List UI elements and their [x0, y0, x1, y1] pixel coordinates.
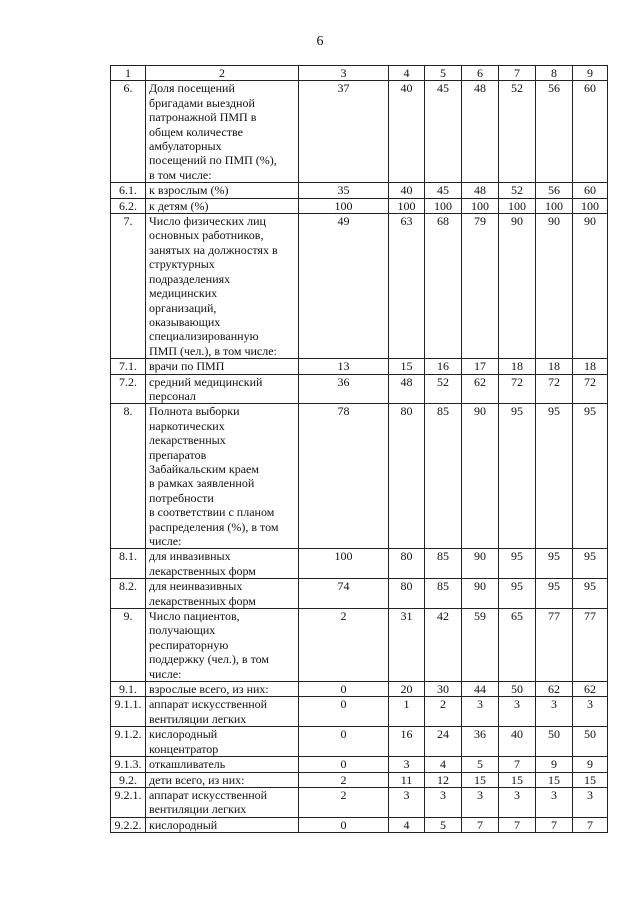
value-cell: 17 — [462, 359, 499, 374]
value-cell: 3 — [573, 697, 608, 727]
row-number-cell: 8. — [111, 404, 146, 549]
value-cell: 62 — [536, 682, 573, 697]
value-cell: 48 — [462, 81, 499, 183]
value-cell: 11 — [389, 772, 425, 787]
value-cell: 2 — [425, 697, 462, 727]
value-cell: 9 — [573, 757, 608, 772]
row-number-cell: 7.1. — [111, 359, 146, 374]
column-header: 6 — [462, 66, 499, 81]
value-cell: 7 — [536, 817, 573, 832]
value-cell: 7 — [499, 817, 536, 832]
row-number-cell: 6.1. — [111, 183, 146, 198]
value-cell: 95 — [499, 579, 536, 609]
table-row — [111, 81, 608, 183]
value-cell: 80 — [389, 404, 425, 549]
value-cell: 80 — [389, 549, 425, 579]
value-cell: 59 — [462, 609, 499, 682]
value-cell: 90 — [462, 579, 499, 609]
row-number-cell: 9.1.3. — [111, 757, 146, 772]
indicator-name-line: числе: — [149, 534, 182, 548]
indicator-name-line: средний медицинский — [149, 374, 263, 389]
value-cell: 0 — [299, 817, 389, 832]
value-cell: 15 — [389, 359, 425, 374]
value-cell: 85 — [425, 579, 462, 609]
value-cell: 90 — [499, 214, 536, 359]
value-cell: 52 — [499, 81, 536, 183]
indicator-name-line: концентратор — [149, 741, 219, 756]
indicator-name-line: для неинвазивных — [149, 579, 243, 594]
value-cell: 63 — [389, 214, 425, 359]
value-cell: 79 — [462, 214, 499, 359]
indicator-name-line: наркотических — [149, 418, 225, 433]
indicator-name-cell — [146, 609, 299, 682]
indicator-name-line: структурных — [149, 257, 215, 272]
value-cell: 30 — [425, 682, 462, 697]
value-cell: 56 — [536, 81, 573, 183]
indicator-name-cell — [146, 757, 299, 772]
value-cell: 85 — [425, 549, 462, 579]
value-cell: 48 — [389, 374, 425, 404]
table-row — [111, 549, 608, 579]
value-cell: 100 — [536, 198, 573, 213]
value-cell: 36 — [462, 727, 499, 757]
value-cell: 42 — [425, 609, 462, 682]
value-cell: 9 — [536, 757, 573, 772]
value-cell: 24 — [425, 727, 462, 757]
value-cell: 62 — [573, 682, 608, 697]
value-cell: 95 — [499, 549, 536, 579]
indicator-name-line: препаратов — [149, 447, 207, 462]
row-number-cell: 6.2. — [111, 198, 146, 213]
value-cell: 15 — [536, 772, 573, 787]
row-number-cell: 9.1. — [111, 682, 146, 697]
value-cell: 45 — [425, 81, 462, 183]
indicator-name-cell — [146, 214, 299, 359]
indicator-name-line: аппарат искусственной — [149, 697, 268, 712]
value-cell: 95 — [499, 404, 536, 549]
page-number: 6 — [316, 34, 324, 49]
value-cell: 7 — [573, 817, 608, 832]
value-cell: 40 — [389, 81, 425, 183]
row-number-cell: 9.2.1. — [111, 787, 146, 817]
table-row — [111, 697, 608, 727]
value-cell: 5 — [462, 757, 499, 772]
indicator-name-line: респираторную — [149, 637, 229, 652]
indicator-name-line: к взрослым (%) — [149, 183, 229, 198]
indicator-name-line: взрослые всего, из них: — [149, 682, 269, 697]
indicator-name-line: в том числе: — [149, 167, 212, 182]
value-cell: 37 — [299, 81, 389, 183]
indicator-name-cell — [146, 697, 299, 727]
indicator-name-line: оказывающих — [149, 314, 221, 329]
table-row — [111, 183, 608, 198]
table-row — [111, 609, 608, 682]
table-row — [111, 214, 608, 359]
indicator-name-cell — [146, 787, 299, 817]
value-cell: 77 — [536, 609, 573, 682]
value-cell: 3 — [389, 787, 425, 817]
value-cell: 7 — [462, 817, 499, 832]
value-cell: 52 — [425, 374, 462, 404]
value-cell: 95 — [573, 404, 608, 549]
indicator-name-cell — [146, 579, 299, 609]
indicator-name-line: кислородный — [149, 817, 218, 832]
value-cell: 16 — [425, 359, 462, 374]
row-number-cell: 9. — [111, 609, 146, 682]
value-cell: 40 — [389, 183, 425, 198]
column-header: 4 — [389, 66, 425, 81]
value-cell: 12 — [425, 772, 462, 787]
value-cell: 31 — [389, 609, 425, 682]
row-number-cell: 7. — [111, 214, 146, 359]
table-row — [111, 757, 608, 772]
value-cell: 60 — [573, 81, 608, 183]
value-cell: 4 — [389, 817, 425, 832]
value-cell: 90 — [462, 404, 499, 549]
value-cell: 49 — [299, 214, 389, 359]
indicator-name-line: патронажной ПМП в — [149, 110, 257, 125]
value-cell: 48 — [462, 183, 499, 198]
indicator-name-line: лекарственных форм — [149, 563, 256, 578]
value-cell: 50 — [536, 727, 573, 757]
value-cell: 72 — [499, 374, 536, 404]
value-cell: 65 — [499, 609, 536, 682]
indicator-name-line: для инвазивных — [149, 549, 231, 564]
indicator-name-cell — [146, 772, 299, 787]
value-cell: 100 — [462, 198, 499, 213]
indicator-name-line: потребности — [149, 490, 214, 505]
value-cell: 56 — [536, 183, 573, 198]
indicator-name-line: получающих — [149, 623, 216, 638]
value-cell: 0 — [299, 682, 389, 697]
value-cell: 15 — [499, 772, 536, 787]
value-cell: 35 — [299, 183, 389, 198]
value-cell: 3 — [499, 697, 536, 727]
row-number-cell: 9.1.2. — [111, 727, 146, 757]
value-cell: 20 — [389, 682, 425, 697]
value-cell: 15 — [462, 772, 499, 787]
value-cell: 52 — [499, 183, 536, 198]
value-cell: 2 — [299, 609, 389, 682]
value-cell: 15 — [573, 772, 608, 787]
value-cell: 4 — [425, 757, 462, 772]
indicator-name-cell — [146, 404, 299, 549]
value-cell: 44 — [462, 682, 499, 697]
value-cell: 95 — [573, 579, 608, 609]
table-row — [111, 727, 608, 757]
indicator-name-line: посещений по ПМП (%), — [149, 153, 277, 168]
indicator-name-line: Число пациентов, — [149, 609, 240, 624]
value-cell: 90 — [536, 214, 573, 359]
value-cell: 100 — [425, 198, 462, 213]
table-row — [111, 682, 608, 697]
column-header: 8 — [536, 66, 573, 81]
indicator-name-cell — [146, 374, 299, 404]
value-cell: 18 — [536, 359, 573, 374]
value-cell: 95 — [536, 404, 573, 549]
indicator-name-line: медицинских — [149, 286, 218, 301]
value-cell: 90 — [462, 549, 499, 579]
value-cell: 100 — [499, 198, 536, 213]
indicator-name-line: специализированную — [149, 329, 259, 344]
row-number-cell: 8.1. — [111, 549, 146, 579]
value-cell: 77 — [573, 609, 608, 682]
indicator-name-line: вентиляции легких — [149, 802, 247, 817]
value-cell: 3 — [425, 787, 462, 817]
indicator-name-line: откашливатель — [149, 757, 226, 772]
value-cell: 3 — [462, 787, 499, 817]
table-header-row — [111, 66, 608, 81]
column-header: 5 — [425, 66, 462, 81]
indicator-name-cell — [146, 183, 299, 198]
value-cell: 3 — [573, 787, 608, 817]
column-header: 2 — [146, 66, 299, 81]
indicator-name-line: кислородный — [149, 727, 218, 742]
indicator-name-line: Забайкальским краем — [149, 461, 259, 476]
indicator-name-cell — [146, 198, 299, 213]
row-number-cell: 9.1.1. — [111, 697, 146, 727]
indicator-name-line: общем количестве — [149, 124, 243, 139]
indicator-name-line: персонал — [149, 388, 196, 403]
indicator-name-cell — [146, 727, 299, 757]
value-cell: 100 — [389, 198, 425, 213]
value-cell: 95 — [573, 549, 608, 579]
indicator-name-line: к детям (%) — [149, 198, 209, 213]
value-cell: 0 — [299, 757, 389, 772]
value-cell: 0 — [299, 697, 389, 727]
value-cell: 2 — [299, 787, 389, 817]
value-cell: 78 — [299, 404, 389, 549]
indicator-name-line: в рамках заявленной — [149, 476, 255, 491]
indicator-name-line: поддержку (чел.), в том — [149, 652, 270, 667]
value-cell: 45 — [425, 183, 462, 198]
table-row — [111, 198, 608, 213]
value-cell: 68 — [425, 214, 462, 359]
column-header: 3 — [299, 66, 389, 81]
row-number-cell: 8.2. — [111, 579, 146, 609]
value-cell: 95 — [536, 549, 573, 579]
column-header: 9 — [573, 66, 608, 81]
table-row — [111, 579, 608, 609]
indicator-name-line: дети всего, из них: — [149, 772, 245, 787]
indicator-name-line: числе: — [149, 666, 182, 681]
indicator-name-cell — [146, 359, 299, 374]
value-cell: 13 — [299, 359, 389, 374]
value-cell: 60 — [573, 183, 608, 198]
value-cell: 80 — [389, 579, 425, 609]
value-cell: 2 — [299, 772, 389, 787]
indicator-name-cell — [146, 549, 299, 579]
value-cell: 36 — [299, 374, 389, 404]
indicator-name-line: ПМП (чел.), в том числе: — [149, 343, 277, 358]
value-cell: 3 — [536, 787, 573, 817]
indicator-name-line: врачи по ПМП — [149, 359, 225, 374]
indicator-name-line: Полнота выборки — [149, 404, 240, 419]
table-row — [111, 404, 608, 549]
value-cell: 85 — [425, 404, 462, 549]
value-cell: 72 — [536, 374, 573, 404]
indicator-name-line: бригадами выездной — [149, 95, 255, 110]
indicator-name-line: занятых на должностях в — [149, 242, 278, 257]
column-header: 7 — [499, 66, 536, 81]
value-cell: 16 — [389, 727, 425, 757]
value-cell: 100 — [299, 549, 389, 579]
value-cell: 7 — [499, 757, 536, 772]
value-cell: 72 — [573, 374, 608, 404]
indicator-name-line: Число физических лиц — [149, 214, 266, 229]
value-cell: 3 — [536, 697, 573, 727]
row-number-cell: 6. — [111, 81, 146, 183]
indicator-name-line: амбулаторных — [149, 139, 222, 154]
indicator-name-cell — [146, 817, 299, 832]
value-cell: 5 — [425, 817, 462, 832]
value-cell: 50 — [499, 682, 536, 697]
indicator-name-cell — [146, 682, 299, 697]
value-cell: 1 — [389, 697, 425, 727]
indicator-name-cell — [146, 81, 299, 183]
table-row — [111, 772, 608, 787]
value-cell: 3 — [499, 787, 536, 817]
indicator-name-line: подразделениях — [149, 271, 231, 286]
table-row — [111, 787, 608, 817]
value-cell: 40 — [499, 727, 536, 757]
value-cell: 90 — [573, 214, 608, 359]
value-cell: 100 — [573, 198, 608, 213]
table-row — [111, 374, 608, 404]
row-number-cell: 9.2. — [111, 772, 146, 787]
value-cell: 50 — [573, 727, 608, 757]
row-number-cell: 9.2.2. — [111, 817, 146, 832]
value-cell: 18 — [499, 359, 536, 374]
column-header: 1 — [111, 66, 146, 81]
value-cell: 62 — [462, 374, 499, 404]
indicator-name-line: аппарат искусственной — [149, 787, 268, 802]
indicator-name-line: лекарственных — [149, 433, 226, 448]
value-cell: 3 — [462, 697, 499, 727]
indicator-name-line: основных работников, — [149, 228, 264, 243]
indicator-name-line: в соответствии с планом — [149, 505, 275, 520]
value-cell: 18 — [573, 359, 608, 374]
indicator-name-line: вентиляции легких — [149, 711, 247, 726]
value-cell: 100 — [299, 198, 389, 213]
indicators-table — [110, 65, 608, 833]
value-cell: 0 — [299, 727, 389, 757]
value-cell: 74 — [299, 579, 389, 609]
value-cell: 3 — [389, 757, 425, 772]
indicator-name-line: организаций, — [149, 300, 217, 315]
row-number-cell: 7.2. — [111, 374, 146, 404]
indicator-name-line: Доля посещений — [149, 81, 235, 96]
table-row — [111, 359, 608, 374]
indicator-name-line: распределения (%), в том — [149, 519, 279, 534]
value-cell: 95 — [536, 579, 573, 609]
indicator-name-line: лекарственных форм — [149, 593, 256, 608]
table-row — [111, 817, 608, 832]
